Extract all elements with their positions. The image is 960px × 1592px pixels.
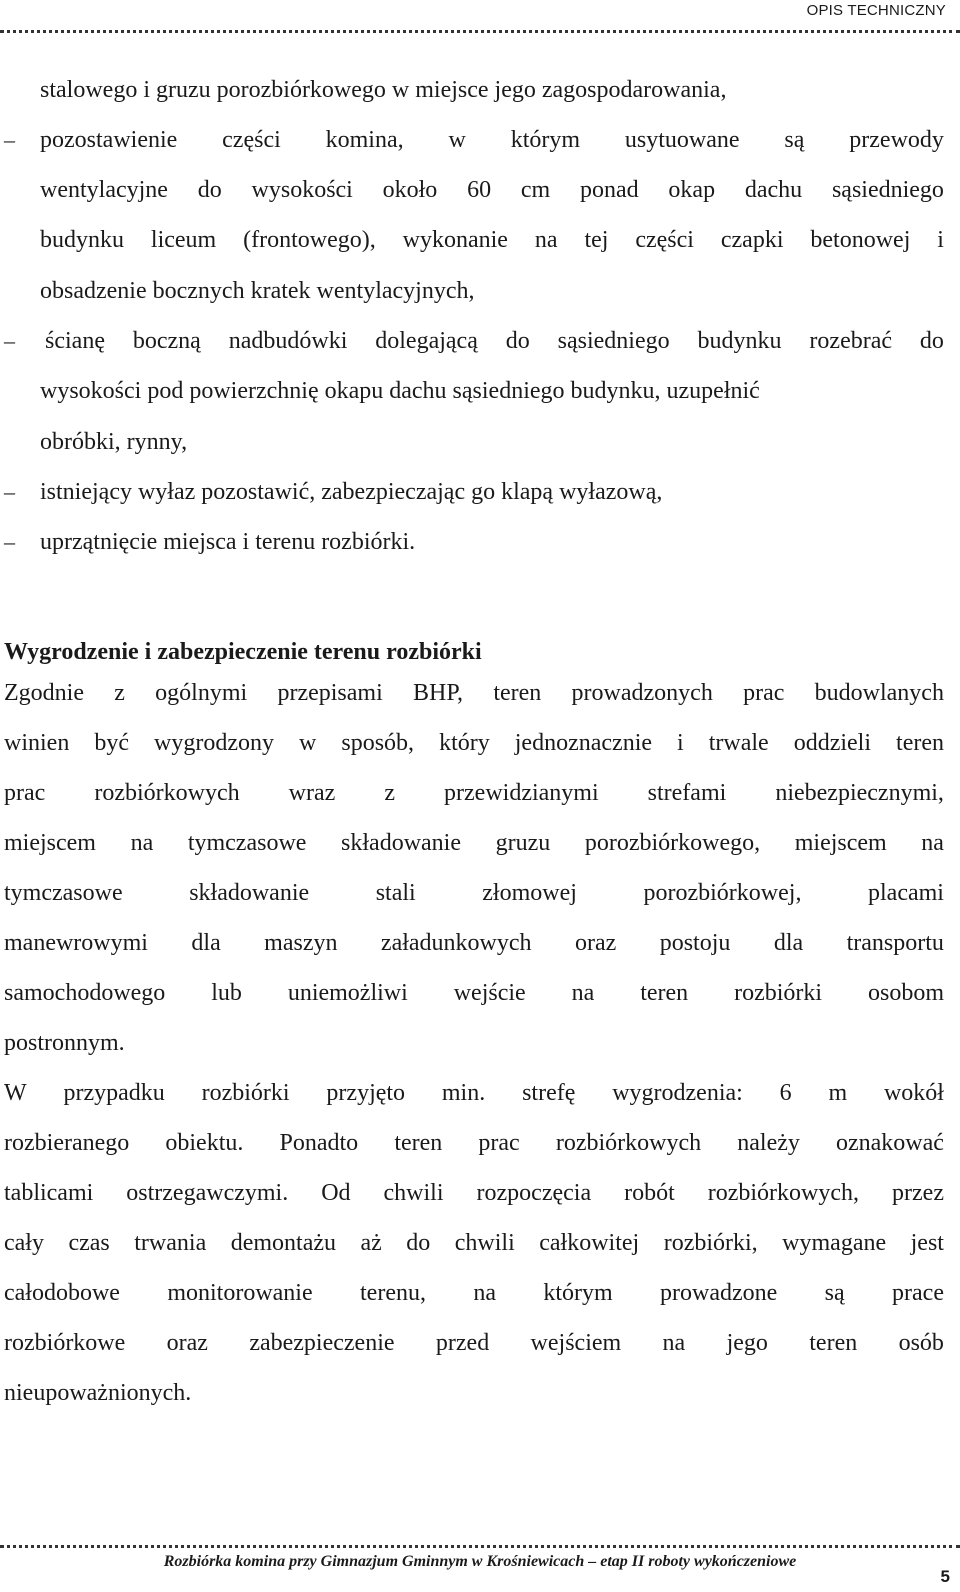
word: rozbiórkowych xyxy=(94,780,240,806)
paragraph-line xyxy=(4,1278,944,1328)
word: przepisami xyxy=(277,680,383,706)
list-line: istniejący wyłaz pozostawić, zabezpieczając go klapą wyłazową, xyxy=(40,479,663,505)
word: i xyxy=(937,227,944,253)
word: chwili xyxy=(383,1180,444,1206)
word: do xyxy=(197,177,222,203)
word: tymczasowe xyxy=(187,830,307,856)
word: chwili xyxy=(454,1230,515,1256)
word: liceum xyxy=(150,227,217,253)
paragraph-line xyxy=(4,828,944,878)
word: teren xyxy=(896,730,944,756)
word: aż xyxy=(360,1230,382,1256)
word: usytuowane xyxy=(624,127,740,153)
word: sąsiedniego xyxy=(557,328,670,354)
word: przed xyxy=(435,1330,490,1356)
word: teren xyxy=(394,1130,443,1156)
word: prace xyxy=(892,1280,944,1306)
word: którym xyxy=(510,127,581,153)
word: składowanie xyxy=(189,880,310,906)
paragraph-line xyxy=(4,1028,944,1078)
word: są xyxy=(824,1280,845,1306)
word: części xyxy=(222,127,281,153)
word: rozpoczęcia xyxy=(476,1180,592,1206)
paragraph-line xyxy=(4,1128,944,1178)
word: rozbieranego xyxy=(4,1130,130,1156)
word: trwania xyxy=(134,1230,207,1256)
word: 60 xyxy=(467,177,492,203)
paragraph-line xyxy=(4,978,944,1028)
word: na xyxy=(473,1280,496,1306)
word: betonowej xyxy=(810,227,911,253)
word: budynku xyxy=(697,328,782,354)
word: przez xyxy=(892,1180,944,1206)
word: (frontowego), xyxy=(243,227,376,253)
list-dash: – xyxy=(4,328,15,353)
word: prowadzone xyxy=(660,1280,778,1306)
list-line: wysokości pod powierzchnię okapu dachu sąsiedniego budynku, uzupełnić xyxy=(40,378,760,404)
word: rozbiórki xyxy=(734,980,823,1006)
word: części xyxy=(635,227,694,253)
word: wraz xyxy=(288,780,336,806)
header-title: OPIS TECHNICZNY xyxy=(806,2,946,19)
word: oddzieli xyxy=(793,730,872,756)
word: wejście xyxy=(453,980,526,1006)
word: na xyxy=(534,227,558,253)
word: stali xyxy=(375,880,416,906)
word: dolegającą xyxy=(375,328,478,354)
word: załadunkowych xyxy=(380,930,532,956)
list-line: obróbki, rynny, xyxy=(40,429,188,455)
word: dla xyxy=(773,930,804,956)
word: lub xyxy=(211,980,242,1006)
word: winien xyxy=(4,730,70,756)
word: oznakować xyxy=(836,1130,944,1156)
word: BHP, xyxy=(413,680,464,706)
word: wygrodzenia: xyxy=(612,1080,743,1106)
paragraph-line xyxy=(4,728,944,778)
word: jego xyxy=(726,1330,768,1356)
word: Od xyxy=(321,1180,351,1206)
word: wymagane xyxy=(782,1230,887,1256)
word: tej xyxy=(584,227,609,253)
word: maszyn xyxy=(264,930,338,956)
word: Zgodnie xyxy=(4,680,84,706)
word: należy xyxy=(737,1130,800,1156)
word: zabezpieczenie xyxy=(249,1330,395,1356)
word: trwale xyxy=(708,730,769,756)
word: przyjęto xyxy=(326,1080,406,1106)
word: gruzu xyxy=(495,830,551,856)
word: 6 xyxy=(779,1080,792,1106)
word: strefę xyxy=(522,1080,576,1106)
word: uniemożliwi xyxy=(287,980,408,1006)
word: boczną xyxy=(132,328,201,354)
word: nadbudówki xyxy=(228,328,348,354)
word: ścianę xyxy=(45,328,105,354)
word: w xyxy=(448,127,466,153)
word: składowanie xyxy=(341,830,461,856)
list-dash: – xyxy=(4,127,15,152)
paragraph-line xyxy=(4,1228,944,1278)
list-line: stalowego i gruzu porozbiórkowego w miejsce jego zagospodarowania, xyxy=(40,77,727,103)
word: terenu, xyxy=(360,1280,426,1306)
list-line: obsadzenie bocznych kratek wentylacyjnych, xyxy=(40,278,475,304)
paragraph-line xyxy=(4,878,944,928)
word: prac xyxy=(4,780,46,806)
word: ogólnymi xyxy=(155,680,248,706)
paragraph-line xyxy=(4,778,944,828)
list-dash: – xyxy=(4,529,15,554)
word: sposób, xyxy=(341,730,415,756)
word: oraz xyxy=(574,930,617,956)
word: przewidzianymi xyxy=(444,780,599,806)
word: min. xyxy=(441,1080,486,1106)
word: dachu xyxy=(744,177,803,203)
paragraph-line xyxy=(4,1378,944,1428)
line-text: nieupoważnionych. xyxy=(4,1380,192,1406)
word: rozbiórkowe xyxy=(4,1330,126,1356)
list-line xyxy=(40,225,944,255)
word: są xyxy=(784,127,805,153)
word: robót xyxy=(624,1180,675,1206)
word: pozostawienie xyxy=(40,127,178,153)
word: jednoznacznie xyxy=(514,730,653,756)
word: postoju xyxy=(659,930,731,956)
word: oraz xyxy=(166,1330,208,1356)
word: tymczasowe xyxy=(4,880,123,906)
word: być xyxy=(94,730,129,756)
word: ponad xyxy=(579,177,639,203)
word: W xyxy=(4,1080,27,1106)
footer-title: Rozbiórka komina przy Gimnazjum Gminnym w Krośniewicach – etap II roboty wykończeniowe xyxy=(163,1553,797,1570)
header-divider xyxy=(0,30,960,33)
word: wentylacyjne xyxy=(40,177,168,203)
word: samochodowego xyxy=(4,980,166,1006)
word: rozbiórki, xyxy=(663,1230,758,1256)
word: manewrowymi xyxy=(4,930,148,956)
footer-divider xyxy=(0,1545,960,1548)
word: miejscem xyxy=(794,830,887,856)
paragraph-line xyxy=(4,928,944,978)
word: wygrodzony xyxy=(154,730,274,756)
word: do xyxy=(919,328,944,354)
word: budowlanych xyxy=(814,680,944,706)
word: z xyxy=(384,780,395,806)
word: na xyxy=(130,830,154,856)
word: monitorowanie xyxy=(167,1280,313,1306)
word: cm xyxy=(520,177,551,203)
word: złomowej xyxy=(482,880,577,906)
word: jest xyxy=(910,1230,944,1256)
word: miejscem xyxy=(4,830,96,856)
paragraph-line xyxy=(4,678,944,728)
word: który xyxy=(439,730,490,756)
paragraph-line xyxy=(4,1178,944,1228)
word: dla xyxy=(191,930,221,956)
word: czapki xyxy=(720,227,784,253)
word: prac xyxy=(743,680,785,706)
word: teren xyxy=(809,1330,858,1356)
word: budynku xyxy=(40,227,124,253)
word: rozbiórkowych, xyxy=(707,1180,860,1206)
word: demontażu xyxy=(230,1230,336,1256)
paragraph-line xyxy=(4,1328,944,1378)
word: osób xyxy=(898,1330,944,1356)
word: prac xyxy=(478,1130,520,1156)
list-dash: – xyxy=(4,479,15,504)
list-line xyxy=(45,326,944,356)
word: i xyxy=(677,730,684,756)
word: około xyxy=(382,177,438,203)
list-line xyxy=(40,175,944,205)
word: prowadzonych xyxy=(571,680,713,706)
word: w xyxy=(299,730,317,756)
word: do xyxy=(406,1230,431,1256)
word: wykonanie xyxy=(402,227,508,253)
word: sąsiedniego xyxy=(831,177,944,203)
word: ostrzegawczymi. xyxy=(126,1180,289,1206)
section-heading: Wygrodzenie i zabezpieczenie terenu rozbiórki xyxy=(4,639,482,665)
paragraph-zone xyxy=(4,1078,944,1428)
word: na xyxy=(662,1330,686,1356)
line-text: postronnym. xyxy=(4,1030,125,1056)
list-line: uprzątnięcie miejsca i terenu rozbiórki. xyxy=(40,529,416,555)
word: porozbiórkowej, xyxy=(643,880,802,906)
word: m xyxy=(828,1080,848,1106)
word: całodobowe xyxy=(4,1280,120,1306)
word: komina, xyxy=(325,127,404,153)
word: wokół xyxy=(883,1080,944,1106)
word: rozbiórkowych xyxy=(555,1130,702,1156)
word: placami xyxy=(868,880,944,906)
word: z xyxy=(114,680,125,706)
word: obiektu. xyxy=(165,1130,244,1156)
word: całkowitej xyxy=(539,1230,640,1256)
word: którym xyxy=(543,1280,613,1306)
paragraph-line xyxy=(4,1078,944,1128)
word: niebezpiecznymi, xyxy=(775,780,944,806)
word: rozbiórki xyxy=(201,1080,290,1106)
word: transportu xyxy=(846,930,944,956)
word: do xyxy=(505,328,530,354)
list-line xyxy=(40,125,944,155)
word: wejściem xyxy=(530,1330,622,1356)
paragraph-fencing xyxy=(4,678,944,1078)
word: teren xyxy=(640,980,689,1006)
word: przypadku xyxy=(63,1080,165,1106)
word: osobom xyxy=(867,980,944,1006)
word: cały xyxy=(4,1230,44,1256)
word: na xyxy=(571,980,595,1006)
word: strefami xyxy=(647,780,727,806)
word: porozbiórkowego, xyxy=(584,830,761,856)
word: tablicami xyxy=(4,1180,94,1206)
page-number: 5 xyxy=(940,1567,950,1586)
word: wysokości xyxy=(251,177,353,203)
word: czas xyxy=(68,1230,110,1256)
word: okap xyxy=(668,177,716,203)
word: teren xyxy=(493,680,542,706)
word: rozebrać xyxy=(809,328,893,354)
word: przewody xyxy=(849,127,944,153)
word: na xyxy=(921,830,944,856)
word: Ponadto xyxy=(279,1130,359,1156)
